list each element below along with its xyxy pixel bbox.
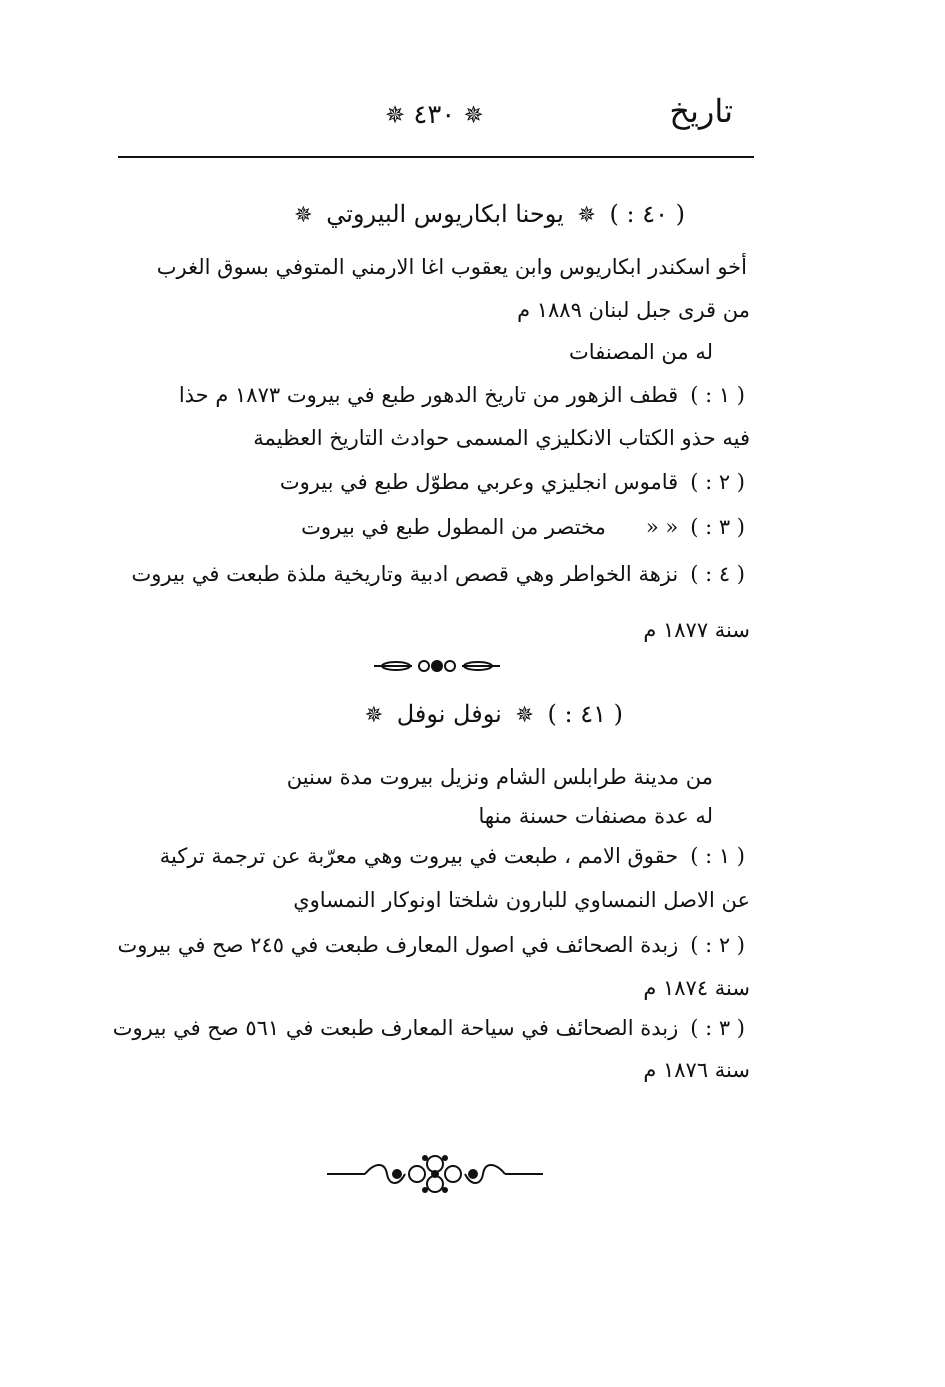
entry-41-number: ( ٤١ : ) [547, 700, 623, 728]
entry-40-works-intro: له من المصنفات [569, 340, 713, 364]
entry-40-work-2 [280, 470, 745, 494]
star-ornament-icon: ✵ [577, 203, 596, 228]
entry-40-number: ( ٤٠ : ) [609, 200, 685, 228]
entry-40-work-1 [179, 383, 745, 407]
entry-40-bio-line-2: من قرى جبل لبنان ١٨٨٩ م [517, 298, 750, 322]
entry-41-work-2 [118, 933, 745, 957]
entry-40-name: يوحنا ابكاريوس البيروتي [326, 200, 564, 228]
entry-41-works-intro: له عدة مصنفات حسنة منها [478, 804, 713, 828]
entry-41-name: نوفل نوفل [396, 700, 502, 728]
work-number: ( ٢ : ) [690, 933, 745, 957]
entry-40-heading [288, 200, 685, 228]
work-text: زبدة الصحائف في سياحة المعارف طبعت في ٥٦١ صح في بيروت [112, 1016, 679, 1040]
entry-41-work-1 [160, 844, 745, 868]
star-ornament-icon: ✵ [364, 703, 384, 728]
entry-40-work-4-continuation: سنة ١٨٧٧ م [643, 618, 750, 642]
work-number: ( ٢ : ) [690, 470, 745, 494]
tailpiece-ornament-icon [325, 1152, 545, 1196]
entry-40-work-1-continuation: فيه حذو الكتاب الانكليزي المسمى حوادث التاريخ العظيمة [253, 426, 750, 450]
work-number: ( ١ : ) [690, 383, 745, 407]
work-text: قاموس انجليزي وعربي مطوّل طبع في بيروت [279, 470, 679, 494]
entry-40-bio-line-1: أخو اسكندر ابكاريوس وابن يعقوب اغا الارمني المتوفي بسوق الغرب [156, 255, 747, 279]
ornament-right-icon: ✵ [463, 101, 484, 129]
star-ornament-icon: ✵ [515, 703, 534, 728]
entry-40-work-4 [132, 562, 746, 586]
work-number: ( ٤ : ) [690, 562, 745, 586]
ornament-left-icon: ✵ [385, 101, 406, 129]
entry-41-bio-line-1: من مدينة طرابلس الشام ونزيل بيروت مدة سنين [286, 765, 713, 789]
work-text: مختصر من المطول طبع في بيروت [301, 515, 606, 539]
entry-41-heading [359, 700, 623, 728]
entry-41-work-3 [113, 1016, 745, 1040]
page-number-block [385, 100, 484, 130]
entry-40-work-3 [301, 515, 745, 539]
divider-ornament-icon [372, 656, 502, 676]
star-ornament-icon: ✵ [294, 203, 313, 228]
page-number: ٤٣٠ [413, 100, 456, 130]
work-text: نزهة الخواطر وهي قصص ادبية وتاريخية ملذة طبعت في بيروت [131, 562, 679, 586]
work-number: ( ١ : ) [690, 844, 745, 868]
entry-41-work-2-continuation: سنة ١٨٧٤ م [643, 976, 750, 1000]
work-number: ( ٣ : ) [690, 1016, 745, 1040]
work-number: ( ٣ : ) [690, 515, 745, 539]
work-text: قطف الزهور من تاريخ الدهور طبع في بيروت ١٨٧٣ م حذا [178, 383, 679, 407]
running-title: تاريخ [669, 92, 733, 130]
ditto-marks: « « [645, 515, 679, 539]
work-text: حقوق الامم ، طبعت في بيروت وهي معرّبة عن ترجمة تركية [159, 844, 679, 868]
entry-41-work-3-continuation: سنة ١٨٧٦ م [643, 1058, 750, 1082]
header-rule [118, 156, 754, 158]
entry-41-work-1-continuation: عن الاصل النمساوي للبارون شلختا اونوكار النمساوي [293, 888, 750, 912]
work-text: زبدة الصحائف في اصول المعارف طبعت في ٢٤٥ صح في بيروت [117, 933, 679, 957]
